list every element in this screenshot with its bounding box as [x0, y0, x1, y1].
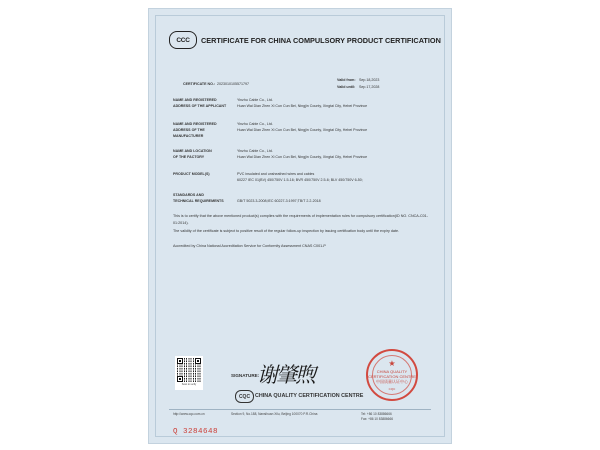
signature: 谢肇煦 [257, 363, 314, 387]
factory-label-2: OF THE FACTORY [173, 155, 205, 159]
signature-label: SIGNATURE: [231, 373, 260, 378]
seal-text-cn: 中国质量认证中心 [376, 379, 408, 384]
manufacturer-label-1: NAME AND REGISTERED [173, 122, 217, 126]
footer-url: http://www.cqc.com.cn [173, 412, 205, 416]
factory-label-1: NAME AND LOCATION [173, 149, 212, 153]
valid-from-label: Valid from: [337, 78, 356, 82]
seal-text [368, 369, 416, 384]
applicant-address: Huan Wai Dian Zhen Xi Cun Cun Bei, Ningjin County, Xingtai City, Hebei Province [237, 104, 368, 108]
applicant-label-2: ADDRESS OF THE APPLICANT [173, 104, 227, 108]
cqc-logo: CQC [235, 390, 254, 403]
valid-until-value: Sep.17,2028 [359, 85, 380, 89]
ccc-logo: CCC [169, 31, 197, 49]
standards-value: GB/T 5023.3-2008;IEC 60227-3:1997;TB/T 2.2-2018 [237, 199, 321, 203]
factory-address: Huan Wai Dian Zhen Xi Cun Cun Bei, Ningjin County, Xingtai City, Hebei Province [237, 155, 368, 159]
product-label: PRODUCT MODEL(S) [173, 172, 210, 176]
certification-statement: This is to certify that the above mentioned product(s) complies with the requirements of implementation rules for compulsory certification(ID NO. CNCA-C01-01:2014). [173, 214, 428, 225]
factory-name: Yinzhu Cable Co., Ltd. [237, 149, 273, 153]
seal-code: CQC [388, 387, 396, 391]
footer-tel: Tel: +86 10 83886666 [361, 412, 392, 416]
product-line-2: 60227 IEC 01(BV) 450/750V 1.5-16; BVR 450/750V 2.5-6; BLV 450/750V 6-50; [237, 178, 363, 182]
footer-address: Section 9, No.188, Nansihuan Xilu, Beijing 100070 P.R.China [231, 412, 318, 416]
official-seal [366, 349, 418, 401]
qr-finder-top-right [195, 358, 201, 364]
validity-statement: The validity of the certificate is subject to positive result of the regular follow-up inspection by issuing certification body until the expiry date. [173, 229, 400, 233]
seal-star-icon: ★ [388, 359, 396, 368]
serial-number: Q 3284648 [173, 428, 219, 436]
valid-from-value: Sep.18,2023 [359, 78, 380, 82]
product-line-1: PVC insulated and unsheathed wires and cables [237, 172, 315, 176]
certificate-paper [148, 8, 452, 444]
footer-fax: Fax: +86 10 83886666 [361, 417, 393, 421]
qr-finder-bottom-left [177, 376, 183, 382]
standards-label-1: STANDARDS AND [173, 193, 204, 197]
standards-label-2: TECHNICAL REQUIREMENTS [173, 199, 224, 203]
accreditation-statement: Accredited by China National Accreditation Service for Conformity Assessment CNAS C001-P [173, 244, 326, 248]
manufacturer-address: Huan Wai Dian Zhen Xi Cun Cun Bei, Ningjin County, Xingtai City, Hebei Province [237, 128, 368, 132]
footer-divider [169, 409, 431, 410]
cert-no-value: 2023010105571797 [217, 82, 249, 86]
seal-text-2: CERTIFICATION CENTRE [368, 374, 416, 379]
issuer-name: CHINA QUALITY CERTIFICATION CENTRE [255, 393, 364, 399]
applicant-label-1: NAME AND REGISTERED [173, 98, 217, 102]
valid-until-label: Valid until: [337, 85, 356, 89]
seal-text-1: CHINA QUALITY [376, 369, 408, 374]
qr-code [175, 356, 203, 390]
cert-no-label: CERTIFICATE NO.: [183, 82, 216, 86]
qr-caption: Scan to verify [181, 383, 197, 386]
manufacturer-label-3: MANUFACTURER [173, 134, 204, 138]
manufacturer-name: Yinzhu Cable Co., Ltd. [237, 122, 273, 126]
certificate-title: CERTIFICATE FOR CHINA COMPULSORY PRODUCT CERTIFICATION [201, 36, 441, 45]
qr-finder-top-left [177, 358, 183, 364]
applicant-name: Yinzhu Cable Co., Ltd. [237, 98, 273, 102]
manufacturer-label-2: ADDRESS OF THE [173, 128, 205, 132]
